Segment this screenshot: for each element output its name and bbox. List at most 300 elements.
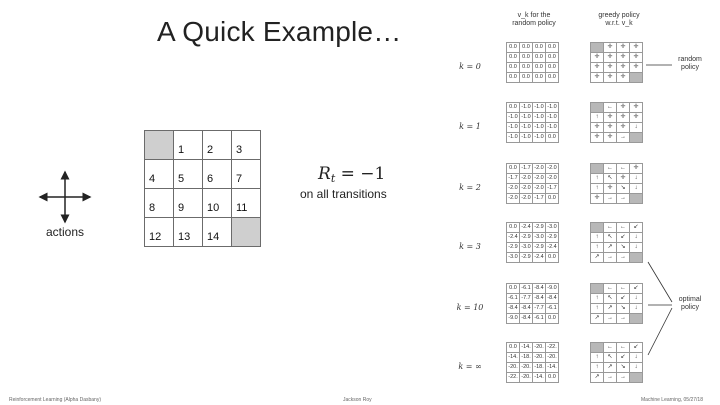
actions-arrows-icon bbox=[38, 170, 92, 224]
value-cell: 0.0 bbox=[507, 63, 520, 73]
value-cell: -3.0 bbox=[546, 223, 559, 233]
policy-arrow-icon: ↑ bbox=[591, 304, 604, 314]
policy-arrow-icon: ✛ bbox=[591, 63, 604, 73]
value-header-line2: random policy bbox=[512, 20, 556, 27]
value-cell: -1.0 bbox=[507, 133, 520, 143]
policy-arrow-icon: ↑ bbox=[591, 174, 604, 184]
policy-arrow-icon: ↙ bbox=[617, 294, 630, 304]
policy-arrow-icon: ✛ bbox=[617, 73, 630, 83]
value-cell: -6.1 bbox=[546, 304, 559, 314]
value-table bbox=[506, 342, 559, 383]
value-row bbox=[507, 103, 559, 113]
value-row bbox=[507, 284, 559, 294]
value-cell: -18. bbox=[533, 363, 546, 373]
policy-table bbox=[590, 102, 643, 143]
policy-row bbox=[591, 53, 643, 63]
policy-arrow-icon: ↙ bbox=[630, 343, 643, 353]
value-cell: 0.0 bbox=[546, 43, 559, 53]
iteration-label: k = 3 bbox=[459, 242, 481, 251]
policy-table bbox=[590, 42, 643, 83]
iteration-label: k = ∞ bbox=[458, 362, 482, 371]
policy-arrow-icon: ✛ bbox=[630, 53, 643, 63]
value-cell: -7.7 bbox=[520, 294, 533, 304]
policy-arrow-icon: ✛ bbox=[630, 63, 643, 73]
grid-cell bbox=[232, 218, 261, 247]
value-cell: -1.7 bbox=[533, 194, 546, 204]
value-cell: -6.1 bbox=[533, 314, 546, 324]
policy-arrow-icon: → bbox=[617, 314, 630, 324]
value-cell: 0.0 bbox=[533, 73, 546, 83]
policy-column-header bbox=[584, 12, 654, 28]
grid-row bbox=[145, 131, 261, 160]
policy-arrow-icon: ✛ bbox=[604, 63, 617, 73]
value-row bbox=[507, 133, 559, 143]
policy-arrow-icon: ↙ bbox=[617, 353, 630, 363]
value-cell: -20. bbox=[533, 343, 546, 353]
value-table bbox=[506, 102, 559, 143]
value-cell: 0.0 bbox=[533, 43, 546, 53]
policy-arrow-icon: ↑ bbox=[591, 184, 604, 194]
value-cell: 0.0 bbox=[507, 284, 520, 294]
value-row bbox=[507, 253, 559, 263]
terminal-cell bbox=[630, 133, 643, 143]
iteration-label: k = 1 bbox=[459, 122, 481, 131]
policy-arrow-icon: ✛ bbox=[604, 43, 617, 53]
grid-cell: 9 bbox=[174, 189, 203, 218]
value-cell: -6.1 bbox=[520, 284, 533, 294]
terminal-cell bbox=[591, 164, 604, 174]
policy-row bbox=[591, 233, 643, 243]
value-row bbox=[507, 63, 559, 73]
value-cell: -2.0 bbox=[520, 174, 533, 184]
value-cell: -6.1 bbox=[507, 294, 520, 304]
value-cell: 0.0 bbox=[507, 43, 520, 53]
value-cell: -2.0 bbox=[507, 184, 520, 194]
policy-arrow-icon: ↙ bbox=[630, 284, 643, 294]
policy-arrow-icon: ↙ bbox=[630, 223, 643, 233]
policy-arrow-icon: ↓ bbox=[630, 233, 643, 243]
value-cell: -8.4 bbox=[520, 304, 533, 314]
iteration-label: k = 0 bbox=[459, 62, 481, 71]
value-row bbox=[507, 223, 559, 233]
value-cell: 0.0 bbox=[507, 53, 520, 63]
policy-arrow-icon: ✛ bbox=[591, 53, 604, 63]
iteration-label: k = 10 bbox=[456, 303, 484, 312]
reward-formula bbox=[318, 164, 385, 185]
reward-equals: = −1 bbox=[340, 164, 386, 184]
value-cell: -14. bbox=[546, 363, 559, 373]
value-cell: -14. bbox=[533, 373, 546, 383]
grid-cell: 14 bbox=[203, 218, 232, 247]
policy-arrow-icon: ← bbox=[617, 284, 630, 294]
policy-row bbox=[591, 73, 643, 83]
policy-arrow-icon: ↑ bbox=[591, 243, 604, 253]
value-cell: 0.0 bbox=[546, 373, 559, 383]
policy-arrow-icon: ✛ bbox=[630, 43, 643, 53]
value-cell: -2.0 bbox=[533, 164, 546, 174]
value-cell: -2.9 bbox=[533, 223, 546, 233]
value-cell: -2.9 bbox=[546, 233, 559, 243]
policy-arrow-icon: ✛ bbox=[617, 103, 630, 113]
value-cell: -2.4 bbox=[507, 233, 520, 243]
policy-arrow-icon: ↘ bbox=[617, 184, 630, 194]
value-row bbox=[507, 184, 559, 194]
value-cell: -8.4 bbox=[507, 304, 520, 314]
policy-row bbox=[591, 43, 643, 53]
value-column-header bbox=[500, 12, 568, 28]
terminal-cell bbox=[591, 343, 604, 353]
value-cell: -2.0 bbox=[520, 194, 533, 204]
policy-row bbox=[591, 304, 643, 314]
policy-arrow-icon: ↖ bbox=[604, 233, 617, 243]
value-cell: -2.0 bbox=[546, 174, 559, 184]
value-cell: 0.0 bbox=[507, 103, 520, 113]
optimal-annot-line2: policy bbox=[681, 304, 699, 311]
value-cell: -2.9 bbox=[507, 243, 520, 253]
value-cell: -7.7 bbox=[533, 304, 546, 314]
policy-arrow-icon: ↓ bbox=[630, 243, 643, 253]
value-cell: -2.0 bbox=[533, 184, 546, 194]
policy-row bbox=[591, 223, 643, 233]
policy-arrow-icon: ↑ bbox=[591, 113, 604, 123]
policy-arrow-icon: ↓ bbox=[630, 123, 643, 133]
reward-symbol: R bbox=[318, 164, 331, 184]
value-cell: 0.0 bbox=[546, 194, 559, 204]
value-cell: -20. bbox=[520, 373, 533, 383]
value-cell: -2.4 bbox=[546, 243, 559, 253]
value-cell: -2.4 bbox=[520, 223, 533, 233]
optimal-policy-annotation bbox=[672, 296, 708, 312]
policy-arrow-icon: → bbox=[604, 373, 617, 383]
policy-arrow-icon: ↗ bbox=[591, 373, 604, 383]
terminal-cell bbox=[630, 194, 643, 204]
value-cell: -14. bbox=[507, 353, 520, 363]
policy-arrow-icon: ↓ bbox=[630, 363, 643, 373]
value-row bbox=[507, 164, 559, 174]
policy-row bbox=[591, 103, 643, 113]
value-cell: -1.0 bbox=[533, 103, 546, 113]
policy-row bbox=[591, 184, 643, 194]
policy-arrow-icon: ↘ bbox=[617, 243, 630, 253]
value-cell: -8.4 bbox=[533, 284, 546, 294]
value-cell: -1.0 bbox=[507, 123, 520, 133]
value-row bbox=[507, 353, 559, 363]
value-row bbox=[507, 304, 559, 314]
policy-arrow-icon: ✛ bbox=[604, 53, 617, 63]
value-table bbox=[506, 163, 559, 204]
policy-row bbox=[591, 63, 643, 73]
policy-row bbox=[591, 194, 643, 204]
policy-table bbox=[590, 163, 643, 204]
grid-cell: 1 bbox=[174, 131, 203, 160]
policy-row bbox=[591, 343, 643, 353]
value-cell: -3.0 bbox=[507, 253, 520, 263]
value-cell: -9.0 bbox=[546, 284, 559, 294]
policy-table bbox=[590, 222, 643, 263]
grid-cell bbox=[145, 131, 174, 160]
value-cell: 0.0 bbox=[520, 43, 533, 53]
policy-arrow-icon: → bbox=[604, 253, 617, 263]
policy-arrow-icon: ✛ bbox=[591, 123, 604, 133]
value-cell: -1.7 bbox=[520, 164, 533, 174]
terminal-cell bbox=[630, 373, 643, 383]
value-row bbox=[507, 73, 559, 83]
value-cell: -2.0 bbox=[507, 194, 520, 204]
grid-cell: 12 bbox=[145, 218, 174, 247]
value-cell: -1.0 bbox=[520, 103, 533, 113]
policy-arrow-icon: ← bbox=[617, 223, 630, 233]
policy-arrow-icon: ↖ bbox=[604, 353, 617, 363]
grid-cell: 6 bbox=[203, 160, 232, 189]
value-cell: -2.0 bbox=[546, 164, 559, 174]
value-cell: -1.7 bbox=[507, 174, 520, 184]
value-row bbox=[507, 194, 559, 204]
policy-arrow-icon: ↗ bbox=[604, 363, 617, 373]
value-cell: -8.4 bbox=[533, 294, 546, 304]
value-cell: -20. bbox=[533, 353, 546, 363]
policy-arrow-icon: ↙ bbox=[617, 233, 630, 243]
policy-arrow-icon: ✛ bbox=[591, 194, 604, 204]
value-cell: -2.9 bbox=[520, 233, 533, 243]
terminal-cell bbox=[591, 43, 604, 53]
policy-table bbox=[590, 283, 643, 324]
value-cell: -22. bbox=[546, 343, 559, 353]
gridworld-table bbox=[144, 130, 261, 247]
policy-arrow-icon: ← bbox=[604, 343, 617, 353]
terminal-cell bbox=[630, 253, 643, 263]
value-cell: -3.0 bbox=[533, 233, 546, 243]
policy-arrow-icon: ✛ bbox=[617, 43, 630, 53]
value-row bbox=[507, 343, 559, 353]
value-header-line1: v_k for the bbox=[517, 12, 551, 19]
grid-cell: 5 bbox=[174, 160, 203, 189]
grid-cell: 2 bbox=[203, 131, 232, 160]
grid-cell: 10 bbox=[203, 189, 232, 218]
policy-arrow-icon: ↓ bbox=[630, 174, 643, 184]
iteration-label: k = 2 bbox=[459, 183, 481, 192]
policy-arrow-icon: ↖ bbox=[604, 174, 617, 184]
policy-arrow-icon: → bbox=[604, 194, 617, 204]
value-cell: -14. bbox=[520, 343, 533, 353]
value-cell: 0.0 bbox=[546, 63, 559, 73]
value-row bbox=[507, 314, 559, 324]
policy-arrow-icon: ↓ bbox=[630, 294, 643, 304]
grid-row bbox=[145, 218, 261, 247]
policy-row bbox=[591, 164, 643, 174]
policy-row bbox=[591, 123, 643, 133]
value-cell: -2.4 bbox=[533, 253, 546, 263]
policy-arrow-icon: ✛ bbox=[617, 53, 630, 63]
policy-arrow-icon: → bbox=[617, 133, 630, 143]
value-cell: -1.0 bbox=[507, 113, 520, 123]
policy-arrow-icon: ✛ bbox=[630, 164, 643, 174]
value-cell: 0.0 bbox=[507, 343, 520, 353]
random-policy-annotation bbox=[672, 56, 708, 72]
value-row bbox=[507, 373, 559, 383]
value-cell: -2.0 bbox=[520, 184, 533, 194]
policy-arrow-icon: ✛ bbox=[604, 123, 617, 133]
value-cell: 0.0 bbox=[533, 63, 546, 73]
grid-cell: 8 bbox=[145, 189, 174, 218]
slide-title: A Quick Example… bbox=[157, 16, 402, 47]
value-cell: -22. bbox=[507, 373, 520, 383]
reward-subscript: t bbox=[330, 172, 336, 185]
value-row bbox=[507, 233, 559, 243]
value-cell: -1.0 bbox=[533, 123, 546, 133]
footer-left: Reinforcement Learning (Alpha Dasbany) bbox=[9, 397, 101, 403]
policy-arrow-icon: ↓ bbox=[630, 353, 643, 363]
reward-caption: on all transitions bbox=[300, 187, 387, 201]
terminal-cell bbox=[630, 73, 643, 83]
policy-row bbox=[591, 314, 643, 324]
value-row bbox=[507, 174, 559, 184]
value-cell: 0.0 bbox=[533, 53, 546, 63]
policy-arrow-icon: ✛ bbox=[617, 174, 630, 184]
policy-row bbox=[591, 113, 643, 123]
value-cell: 0.0 bbox=[546, 53, 559, 63]
policy-arrow-icon: → bbox=[617, 194, 630, 204]
policy-arrow-icon: ↘ bbox=[617, 363, 630, 373]
policy-arrow-icon: ✛ bbox=[617, 113, 630, 123]
policy-arrow-icon: ← bbox=[604, 284, 617, 294]
policy-arrow-icon: ↗ bbox=[604, 304, 617, 314]
value-cell: 0.0 bbox=[546, 133, 559, 143]
value-cell: -1.7 bbox=[546, 184, 559, 194]
value-cell: -1.0 bbox=[546, 103, 559, 113]
value-cell: -2.9 bbox=[533, 243, 546, 253]
value-cell: -8.4 bbox=[520, 314, 533, 324]
value-cell: -9.0 bbox=[507, 314, 520, 324]
terminal-cell bbox=[591, 103, 604, 113]
policy-arrow-icon: ← bbox=[617, 343, 630, 353]
value-cell: -1.0 bbox=[520, 113, 533, 123]
value-cell: -20. bbox=[520, 363, 533, 373]
policy-row bbox=[591, 243, 643, 253]
value-cell: -2.9 bbox=[520, 253, 533, 263]
policy-arrow-icon: ↓ bbox=[630, 304, 643, 314]
random-annot-line1: random bbox=[678, 56, 702, 63]
policy-arrow-icon: ✛ bbox=[591, 133, 604, 143]
value-cell: -3.0 bbox=[520, 243, 533, 253]
policy-arrow-icon: ↗ bbox=[604, 243, 617, 253]
policy-arrow-icon: ↗ bbox=[591, 253, 604, 263]
value-cell: 0.0 bbox=[507, 164, 520, 174]
footer-center: Jackson Roy bbox=[343, 397, 372, 403]
policy-arrow-icon: → bbox=[617, 373, 630, 383]
policy-row bbox=[591, 133, 643, 143]
value-cell: -2.0 bbox=[533, 174, 546, 184]
policy-arrow-icon: ↑ bbox=[591, 353, 604, 363]
policy-arrow-icon: ✛ bbox=[604, 184, 617, 194]
value-cell: -1.0 bbox=[520, 123, 533, 133]
grid-row bbox=[145, 160, 261, 189]
value-cell: 0.0 bbox=[507, 73, 520, 83]
policy-arrow-icon: ✛ bbox=[617, 123, 630, 133]
terminal-cell bbox=[591, 284, 604, 294]
policy-arrow-icon: ↑ bbox=[591, 294, 604, 304]
value-row bbox=[507, 243, 559, 253]
policy-row bbox=[591, 284, 643, 294]
policy-arrow-icon: ← bbox=[617, 164, 630, 174]
value-row bbox=[507, 53, 559, 63]
value-cell: -1.0 bbox=[533, 113, 546, 123]
policy-arrow-icon: ✛ bbox=[630, 113, 643, 123]
value-cell: 0.0 bbox=[520, 63, 533, 73]
policy-arrow-icon: ↑ bbox=[591, 233, 604, 243]
value-cell: 0.0 bbox=[520, 53, 533, 63]
value-row bbox=[507, 113, 559, 123]
policy-arrow-icon: ✛ bbox=[604, 133, 617, 143]
value-cell: -20. bbox=[546, 353, 559, 363]
policy-table bbox=[590, 342, 643, 383]
value-cell: -1.0 bbox=[546, 123, 559, 133]
value-cell: -1.0 bbox=[546, 113, 559, 123]
footer-right: Machine Learning, 05/27/18 bbox=[641, 397, 703, 403]
value-cell: -20. bbox=[507, 363, 520, 373]
policy-arrow-icon: ✛ bbox=[604, 113, 617, 123]
grid-row bbox=[145, 189, 261, 218]
value-table bbox=[506, 42, 559, 83]
policy-arrow-icon: ↗ bbox=[591, 314, 604, 324]
policy-arrow-icon: ✛ bbox=[604, 73, 617, 83]
policy-arrow-icon: ↓ bbox=[630, 184, 643, 194]
policy-row bbox=[591, 373, 643, 383]
value-cell: 0.0 bbox=[507, 223, 520, 233]
policy-arrow-icon: ✛ bbox=[617, 63, 630, 73]
policy-header-line1: greedy policy bbox=[598, 12, 640, 19]
policy-row bbox=[591, 363, 643, 373]
value-row bbox=[507, 294, 559, 304]
value-row bbox=[507, 43, 559, 53]
policy-arrow-icon: ✛ bbox=[591, 73, 604, 83]
value-cell: -18. bbox=[520, 353, 533, 363]
value-cell: -8.4 bbox=[546, 294, 559, 304]
policy-arrow-icon: → bbox=[604, 314, 617, 324]
policy-arrow-icon: → bbox=[617, 253, 630, 263]
policy-row bbox=[591, 174, 643, 184]
grid-cell: 11 bbox=[232, 189, 261, 218]
value-cell: 0.0 bbox=[546, 314, 559, 324]
grid-cell: 4 bbox=[145, 160, 174, 189]
policy-row bbox=[591, 353, 643, 363]
policy-arrow-icon: ↑ bbox=[591, 363, 604, 373]
value-table bbox=[506, 222, 559, 263]
value-cell: 0.0 bbox=[520, 73, 533, 83]
grid-cell: 7 bbox=[232, 160, 261, 189]
policy-arrow-icon: ↖ bbox=[604, 294, 617, 304]
terminal-cell bbox=[591, 223, 604, 233]
policy-arrow-icon: ← bbox=[604, 164, 617, 174]
value-cell: 0.0 bbox=[546, 73, 559, 83]
policy-arrow-icon: ↘ bbox=[617, 304, 630, 314]
grid-cell: 3 bbox=[232, 131, 261, 160]
policy-arrow-icon: ← bbox=[604, 223, 617, 233]
policy-row bbox=[591, 294, 643, 304]
grid-cell: 13 bbox=[174, 218, 203, 247]
terminal-cell bbox=[630, 314, 643, 324]
random-annot-line2: policy bbox=[681, 64, 699, 71]
policy-header-line2: w.r.t. v_k bbox=[605, 20, 633, 27]
actions-label: actions bbox=[46, 225, 85, 239]
value-cell: -1.0 bbox=[533, 133, 546, 143]
policy-arrow-icon: ← bbox=[604, 103, 617, 113]
policy-row bbox=[591, 253, 643, 263]
value-row bbox=[507, 363, 559, 373]
value-cell: 0.0 bbox=[546, 253, 559, 263]
value-cell: -1.0 bbox=[520, 133, 533, 143]
value-table bbox=[506, 283, 559, 324]
policy-arrow-icon: ✛ bbox=[630, 103, 643, 113]
